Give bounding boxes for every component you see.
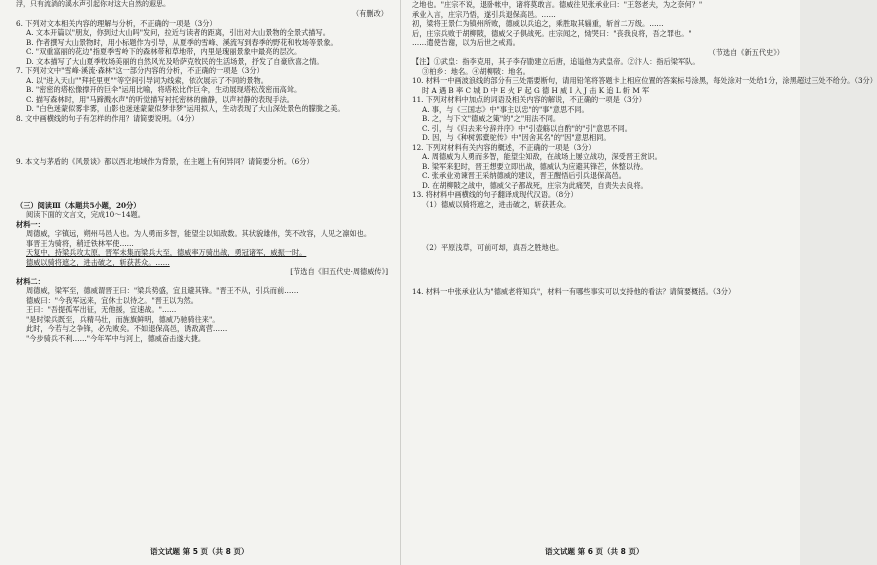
question-9: 9. 本文与茅盾的《风景谈》都以西北地域作为背景，在主题上有何异同？请简要分析。（6分） (16, 157, 314, 167)
option-11c: C. 引，与《归去来兮辞并序》中"引壶觞以自酌"的"引"意思不同。 (422, 123, 632, 133)
annotation: ③柏乡：地名。④胡柳陂：地名。 (422, 66, 530, 76)
option-6b: B. 作者撰写大山景物时，用小标题作为引导，从夏季的雪峰、溪流写到春季的野花和牧场等景象。 (26, 37, 338, 47)
material-2-source: （节选自《新五代史》） (708, 47, 784, 57)
material-2-line: ……遣使告谢，以为后世之戒焉。 (412, 38, 520, 47)
material-2-line: "今步骑兵不利……"今年军中与河上，德威奋击遂大捷。 (26, 333, 206, 343)
material-2-line: 之地也。"庄宗不说，退卧帐中，诸将莫敢言。德威往见张承业曰："王怒老夫，为之奈何？" (412, 0, 703, 9)
left-page (16, 0, 388, 530)
material-2-line: 周德威，梁军至，德威谓晋王曰："梁兵势盛，宜且避其锋。"晋王不从，引兵而前…… (26, 286, 299, 296)
material-1-heading: 材料一： (16, 219, 45, 229)
question-8: 8. 文中画横线的句子有怎样的作用？请简要说明。（4分） (16, 113, 199, 123)
question-14: 14. 材料一中张承业认为"德威老将知兵"，材料一有哪些事实可以支持他的看法？请简要概括。（3分） (412, 286, 736, 296)
option-12c: C. 张承业劝谏晋王采纳德威的建议，晋王醒悟后引兵退保高邑。 (422, 171, 626, 180)
option-11d: D. 因，与《种树郭橐驼传》中"因舍其名"的"因"意思相同。 (422, 133, 611, 142)
essay-line: 浮，只有流淌的溪水声引起你对这大自然的遐思。 (16, 0, 170, 8)
reading-instruction: 阅读下面的文言文，完成10～14题。 (26, 210, 145, 220)
material-2-line: 德威曰："今我军远来，宜休士以待之。"晋王以为然。 (26, 295, 198, 305)
material-1-source: [节选自《旧五代史·周德威传》] (290, 267, 388, 277)
option-7d: D. "白色迷蒙似雾非雾，山影也迷迷蒙蒙似梦非梦"运用拟人，生动表现了大山深处景色的朦胧之美。 (26, 104, 345, 114)
option-7b: B. "密密的塔松像撑开的巨伞"运用比喻，将塔松比作巨伞，生动展现塔松茂密而高耸。 (26, 85, 302, 95)
page-divider (400, 0, 401, 565)
question-6: 6. 下列对文本相关内容的理解与分析，不正确的一项是（3分） (16, 18, 217, 28)
material-2-line: "是时梁兵既至，兵精马壮，而旌旗鲜明，德威乃驰骑往来"。 (26, 314, 220, 324)
right-page (412, 0, 877, 530)
option-6a: A. 文本开篇以"朋友，你到过大山吗"发问，拉近与读者的距离，引出对大山景物的全景式描写。 (26, 28, 330, 38)
option-6d: D. 文本描写了大山夏季牧场美丽的自然风光及哈萨克牧民的生活场景，抒发了自豪欣喜之情。 (26, 56, 324, 66)
question-11: 11. 下列对材料中加点的词语及相关内容的解说，不正确的一项是（3分） (412, 95, 646, 104)
question-12: 12. 下列对材料有关内容的概述，不正确的一项是（3分） (412, 142, 596, 152)
material-1-line: 事晋王为骑将，稍迁铁林军使…… (26, 238, 134, 248)
question-10-options[interactable]: 时 A 遇 B 率 C 城 D 中 E 火 F 起 G 德 H 威 I 入 J 击 K 追 L 斩 M 军 (422, 85, 650, 95)
question-7: 7. 下列对文中"雪峰·溪流·森林"这一部分内容的分析，不正确的一项是（3分） (16, 66, 264, 76)
material-2-line: 承业入言，庄宗乃悟，遂引兵退保高邑。…… (412, 9, 556, 19)
option-7a: A. 以"进入天山""拜托里更""等空间引导词为线索，依次展示了不同的景物。 (26, 75, 268, 85)
material-2-line: 初，梁将王景仁为镇州所败，德威以兵追之，乘胜取其辎重，斩首二万级。…… (412, 19, 664, 28)
material-2-line: 后，庄宗兵败于胡柳陂，德威父子俱战死。庄宗闻之，恸哭曰："丧我良将，吾之罪也。" (412, 28, 692, 38)
question-10: 10. 材料一中画波浪线的部分有三处需要断句，请用铅笔将答题卡上相应位置的答案标号涂黑，每处涂对一处给1分，涂黑超过三处不给分。（3分） (412, 76, 877, 85)
question-13-1: （1）德威以骑将遮之，进击破之，斩获甚众。 (422, 199, 571, 209)
material-1-line: 德威以骑将遮之，进击破之，斩获甚众。…… (26, 257, 170, 267)
material-2-line: 此时，今若与之争锋，必先败矣。不如退保高邑，诱敌离营…… (26, 324, 228, 334)
page-footer-left: 语文试题 第 5 页（共 8 页） (150, 547, 249, 556)
source-note: （有删改） (352, 9, 388, 19)
option-12a: A. 周德威为人勇而多智，能望尘知敌，在战场上屡立战功，深受晋王赏识。 (422, 152, 662, 161)
question-13: 13. 将材料中画横线的句子翻译成现代汉语。（8分） (412, 190, 578, 199)
material-2-line: 王曰："吾提孤军出征，无他援，宜速战。"…… (26, 305, 177, 315)
option-12d: D. 在胡柳陂之战中，德威父子都战死，庄宗为此痛哭，自责失去良将。 (422, 180, 648, 190)
annotation: 【注】①武皇：指李克用，其子李存勖建立后唐，追谥他为武皇帝。②汴人：指后梁军队。 (412, 57, 700, 66)
material-2-heading: 材料二： (16, 276, 45, 286)
question-13-2: （2）平原浅草，可前可却，真吾之胜地也。 (422, 243, 564, 252)
section-heading: （三）阅读Ⅲ（本题共5小题，20分） (16, 200, 141, 210)
material-1-line: 天复中，持梁兵攻太原，晋军未集而梁兵大至，德威率万骑出战，勇冠诸军，威振一时。 (26, 248, 307, 258)
option-11a: A. 事，与《三国志》中"事主以忠"的"事"意思不同。 (422, 104, 589, 114)
material-1-line: 周德威，字镇远，朔州马邑人也。为人勇而多智，能望尘以知敌数。其状貌雄伟，笑不改容，人见之凛如也。 (26, 229, 372, 239)
option-6c: C. "双重富丽的花边"指夏季雪岭下的森林带和草地带，内里是瑰丽景象中最亮的层次。 (26, 47, 302, 57)
option-12b: B. 梁军来犯时，晋王想要立即出战，德威认为应避其锋芒，休整以待。 (422, 161, 648, 171)
option-11b: B. 之，与下文"德威之策"的"之"用法不同。 (422, 114, 561, 123)
page-footer-right: 语文试题 第 6 页（共 8 页） (545, 547, 644, 556)
option-7c: C. 描写森林时，用"马蹄溅水声"的听觉描写衬托密林的幽静，以声衬静的表现手法。 (26, 94, 294, 104)
